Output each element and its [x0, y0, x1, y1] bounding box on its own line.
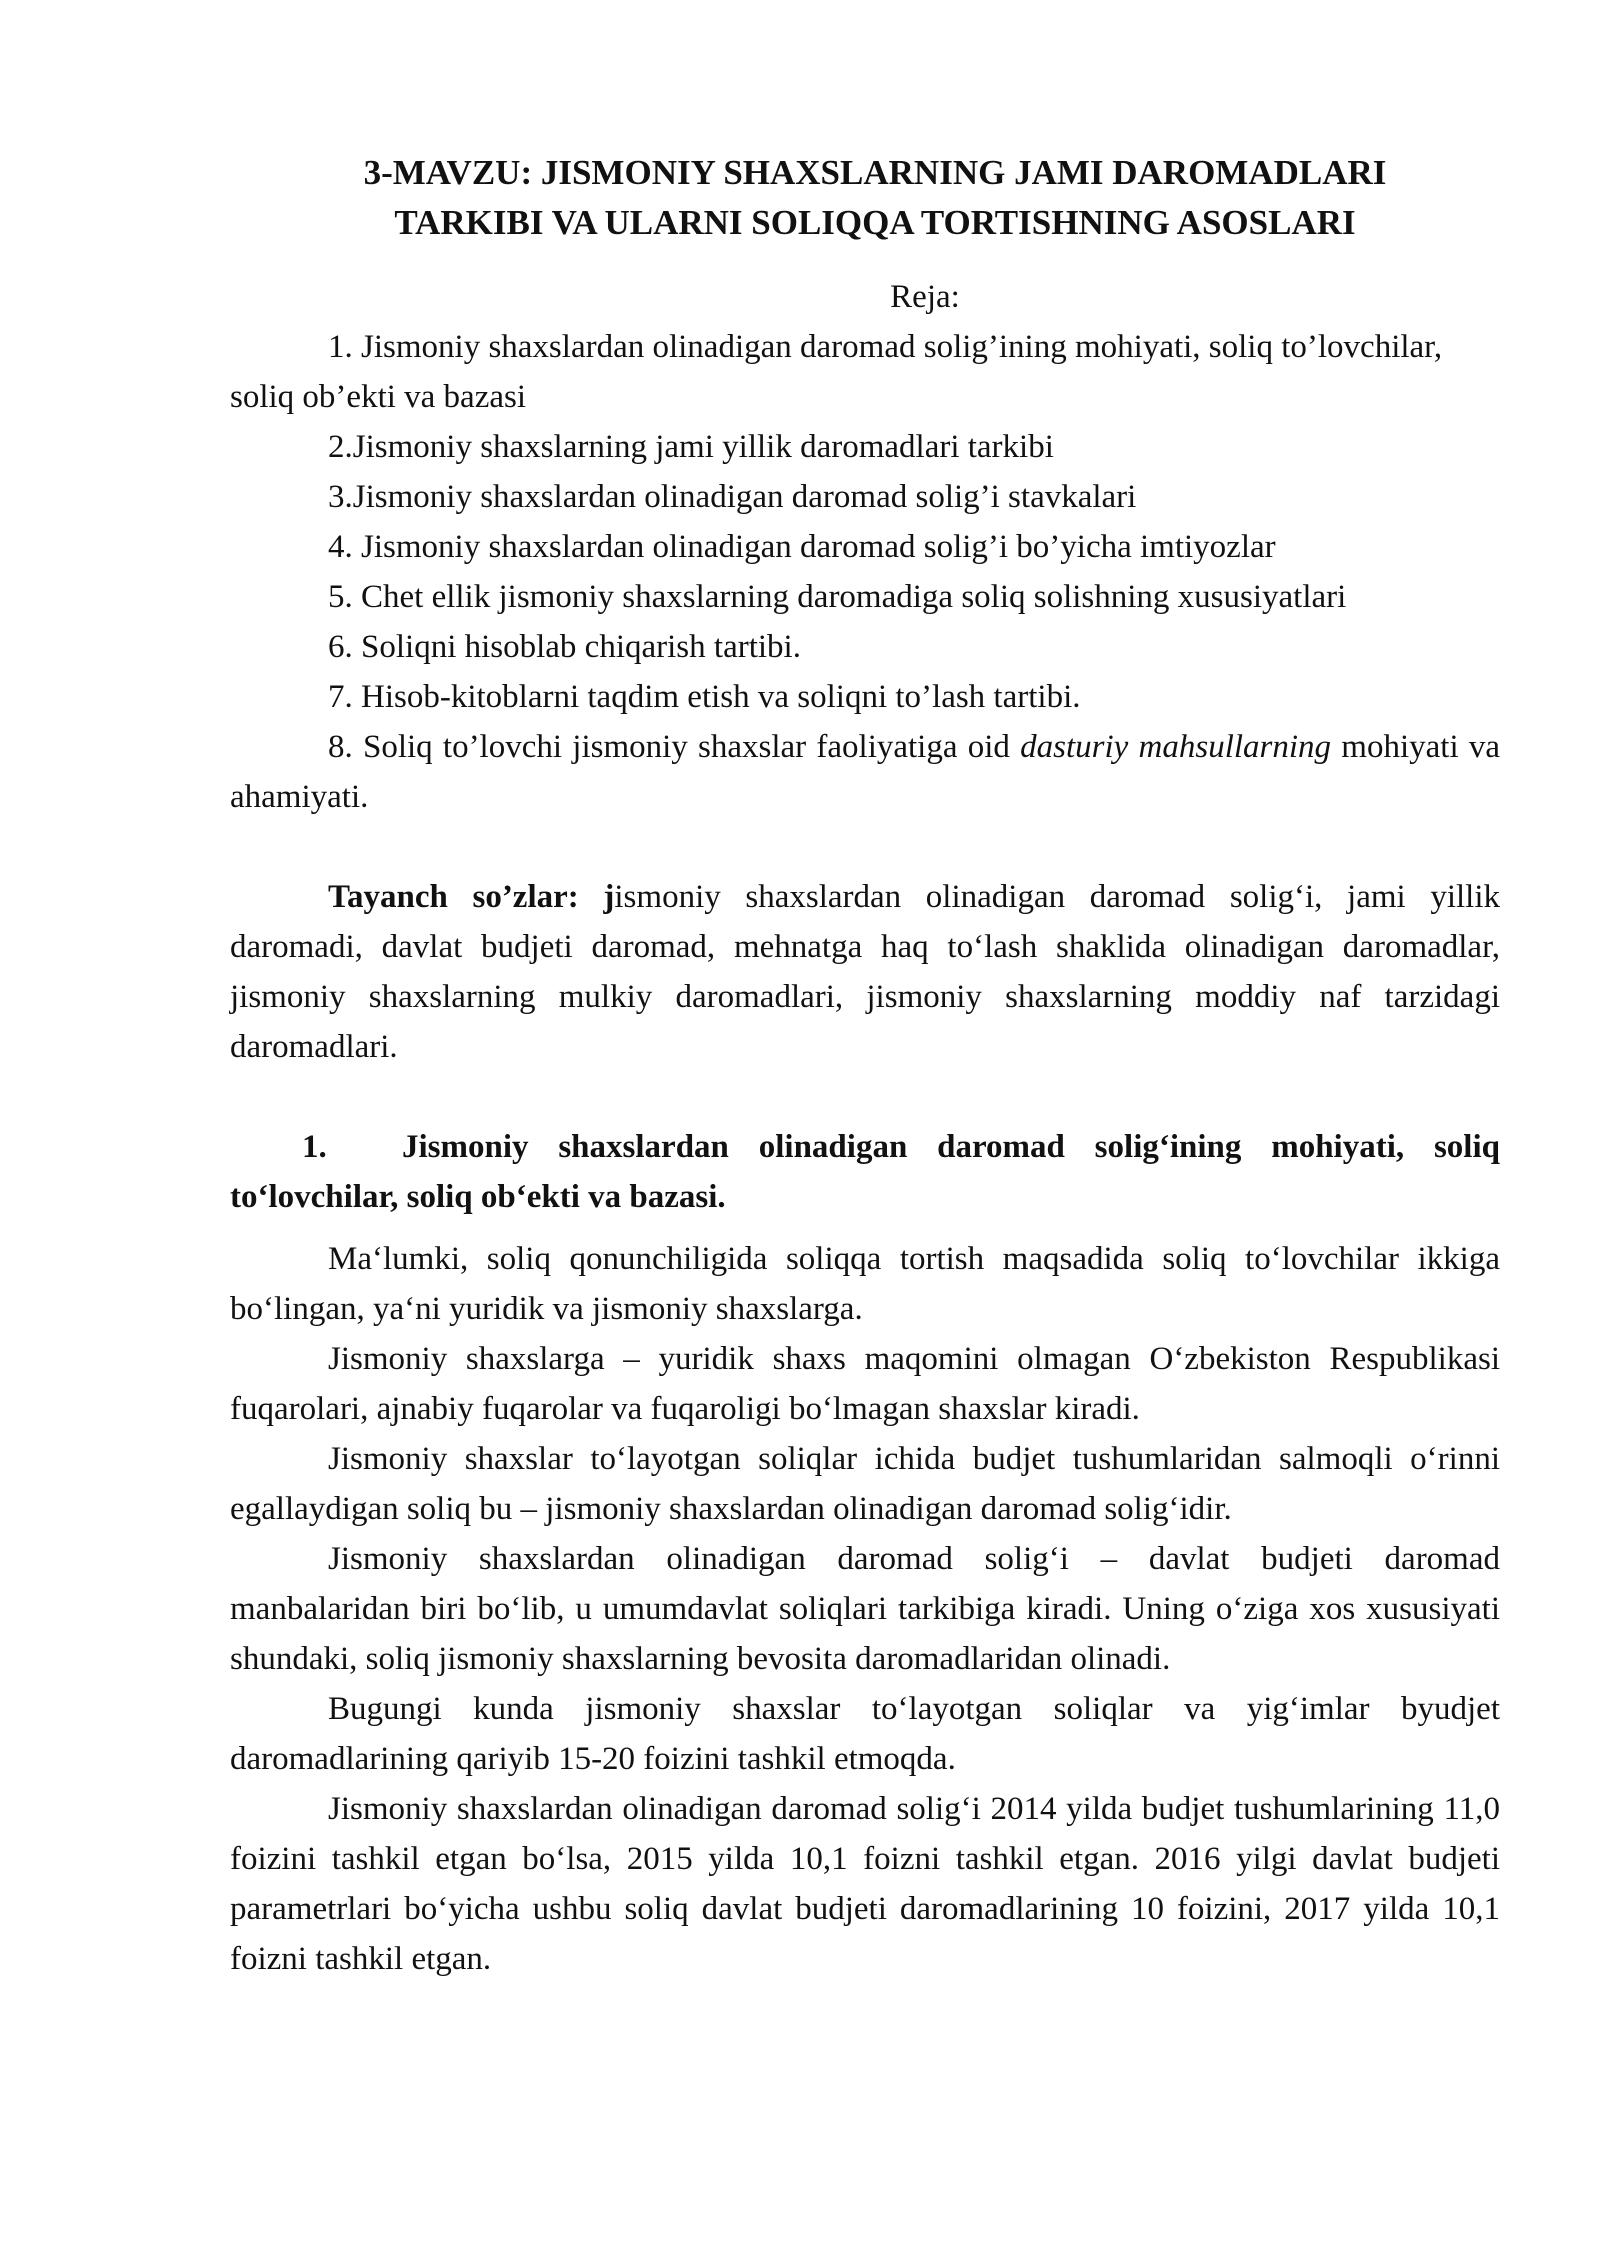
title-line-1: 3-MAVZU: JISMONIY SHAXSLARNING JAMI DAROMADLARI [363, 153, 1387, 192]
plan-item-7: 7. Hisob-kitoblarni taqdim etish va soliqni to’lash tartibi. [328, 679, 1081, 715]
section-1-body [230, 1234, 1500, 1984]
section-1-title: Jismoniy shaxslardan olinadigan daromad solig‘ining mohiyati, soliq to‘lovchilar, soliq ob‘ekti va bazasi. [230, 1129, 1500, 1215]
plan-item-2: 2.Jismoniy shaxslarning jami yillik daromadlari tarkibi [328, 429, 1054, 465]
plan-item-8-tail: mohiyati va ahamiyati. [230, 729, 1500, 815]
keywords-label: Tayanch so’zlar: j [328, 879, 615, 915]
plan-item-5: 5. Chet ellik jismoniy shaxslarning daromadiga soliq solishning xususiyatlari [328, 579, 1347, 615]
title-line-2: TARKIBI VA ULARNI SOLIQQA TORTISHNING ASOSLARI [394, 203, 1356, 242]
plan-item-6: 6. Soliqni hisoblab chiqarish tartibi. [328, 629, 801, 665]
section-1-paragraph-3: Jismoniy shaxslar to‘layotgan soliqlar ichida budjet tushumlaridan salmoqli o‘rinni egallaydigan soliq bu – jismoniy shaxslardan olinadigan daromad solig‘idir. [230, 1441, 1500, 1527]
plan-item-8-italic: dasturiy mahsullarning [1020, 729, 1332, 765]
plan-item-3: 3.Jismoniy shaxslardan olinadigan daromad solig’i stavkalari [328, 479, 1137, 515]
plan-item-8-text: 8. Soliq to’lovchi jismoniy shaxslar faoliyatiga oid [328, 729, 1021, 765]
section-1-paragraph-4: Jismoniy shaxslardan olinadigan daromad solig‘i – davlat budjeti daromad manbalaridan biri bo‘lib, u umumdavlat soliqlari tarkibiga kiradi. Uning o‘ziga xos xususiyati shundaki, soliq jismoniy shaxslarning bevosita daromadlaridan olinadi. [230, 1541, 1500, 1677]
keywords-text: ismoniy shaxslardan olinadigan daromad solig‘i, jami yillik daromadi, davlat budjeti daromad, mehnatga haq to‘lash shaklida olinadigan daromadlar, jismoniy shaxslarning mulkiy daromadlari, jismoniy shaxslarning moddiy naf tarzidagi daromadlari. [230, 879, 1501, 1065]
section-1-number: 1. [302, 1129, 327, 1165]
section-1-heading [230, 1122, 1500, 1222]
document-title [230, 148, 1500, 248]
plan-list [230, 322, 1500, 822]
plan-heading: Reja: [890, 279, 960, 315]
plan-item-4: 4. Jismoniy shaxslardan olinadigan daromad solig’i bo’yicha imtiyozlar [328, 529, 1276, 565]
plan-item-8 [230, 722, 1500, 822]
section-1-paragraph-2: Jismoniy shaxslarga – yuridik shaxs maqomini olmagan O‘zbekiston Respublikasi fuqarolari, ajnabiy fuqarolar va fuqaroligi bo‘lmagan shaxslar kiradi. [230, 1341, 1500, 1427]
section-1-paragraph-6: Jismoniy shaxslardan olinadigan daromad solig‘i 2014 yilda budjet tushumlarining 11,0 foizini tashkil etgan bo‘lsa, 2015 yilda 10,1 foizni tashkil etgan. 2016 yilgi davlat budjeti parametrlari bo‘yicha ushbu soliq davlat budjeti daromadlarining 10 foizini, 2017 yilda 10,1 foizni tashkil etgan. [230, 1791, 1500, 1977]
document-page [230, 148, 1500, 1984]
plan-item-1: 1. Jismoniy shaxslardan olinadigan daromad solig’ining mohiyati, soliq to’lovchilar, soliq ob’ekti va bazasi [230, 329, 1443, 415]
section-1-paragraph-1: Ma‘lumki, soliq qonunchiligida soliqqa tortish maqsadida soliq to‘lovchilar ikkiga bo‘lingan, ya‘ni yuridik va jismoniy shaxslarga. [230, 1241, 1500, 1327]
section-1-paragraph-5: Bugungi kunda jismoniy shaxslar to‘layotgan soliqlar va yig‘imlar byudjet daromadlarining qariyib 15-20 foizini tashkil etmoqda. [230, 1691, 1500, 1777]
keywords-paragraph [230, 872, 1500, 1072]
